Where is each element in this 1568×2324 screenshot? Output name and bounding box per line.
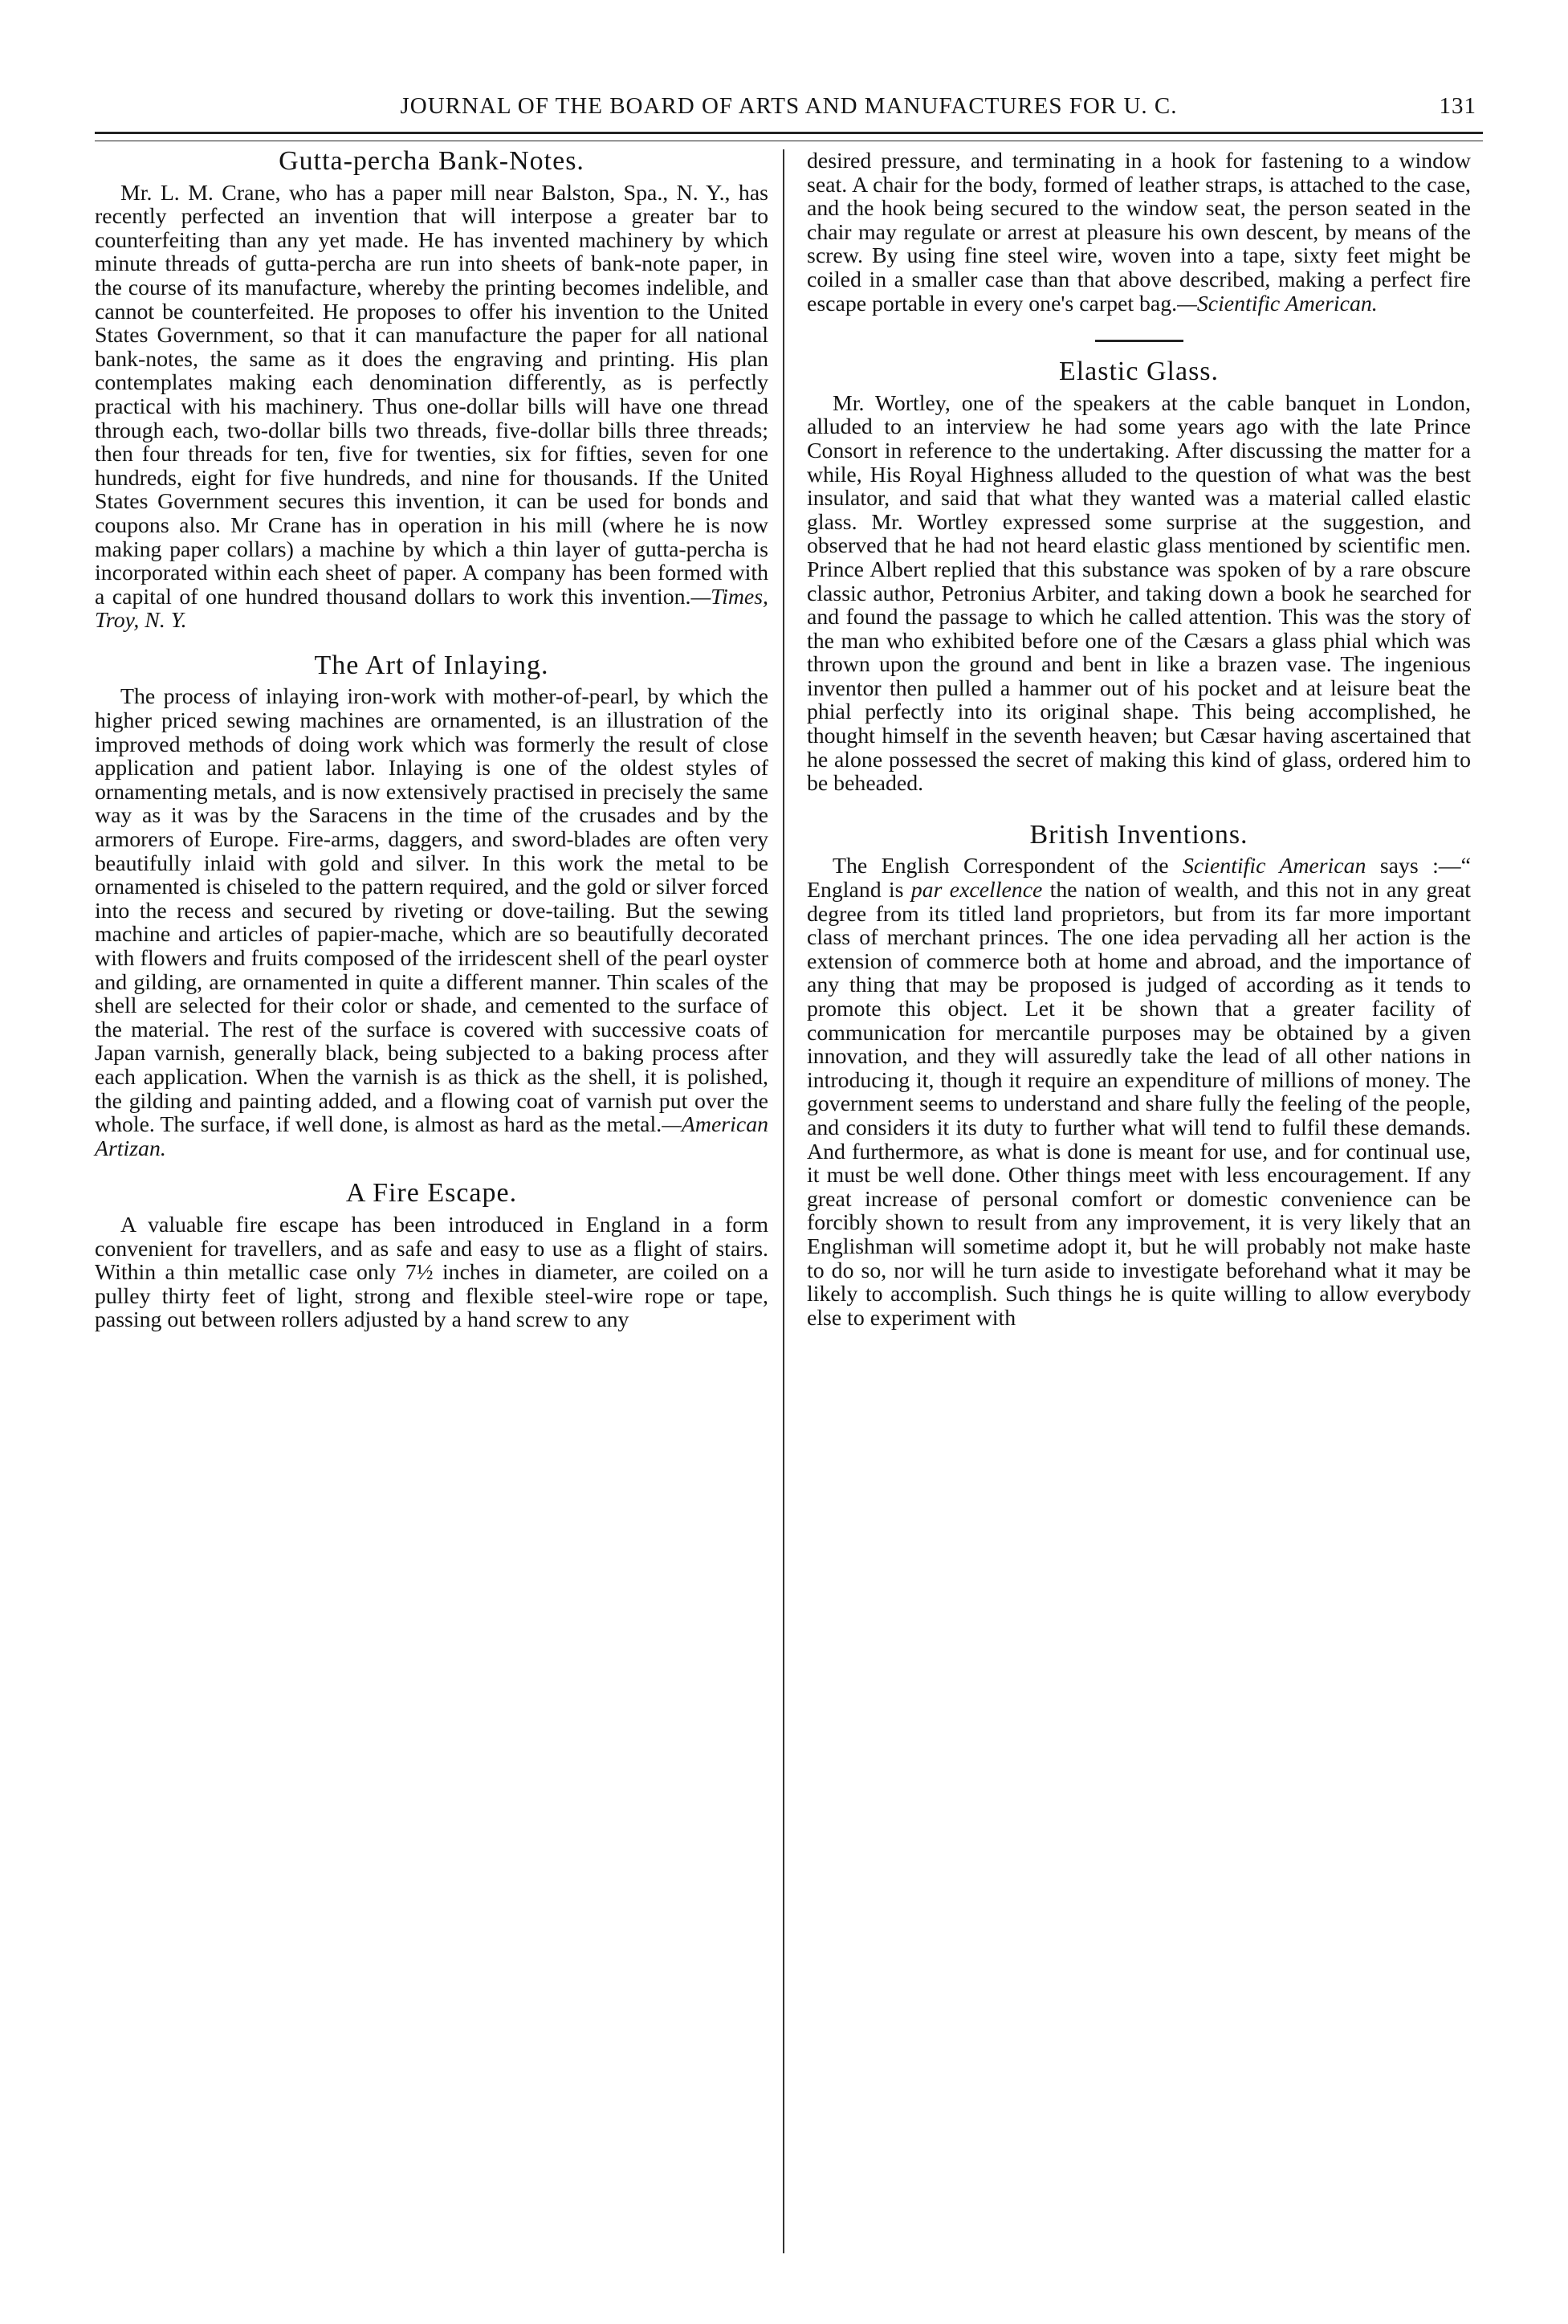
article-body-gutta-percha (95, 181, 768, 633)
article-title-elastic-glass: Elastic Glass. (1058, 357, 1220, 387)
gutta-source: —Times, Troy, N. Y. (95, 584, 768, 634)
british-body-text: the nation of wealth, and this not in any great degree from its titled land proprietors, but from its far more important class of merchant princes. The one idea pervading all her action is the extension of commerce both at home and abroad, and the importance of any thing that may be proposed is judged of according as it tends to promote this object. Let it be shown that a greater facility of communication for mercantile purposes may be obtained by a given innovation, and they will assuredly take the lead of all other nations in introducing it, though it require an expenditure of millions of money. The government seems to understand and share fully the feeling of the people, and considers it its duty to further what will tend to fulfil these demands. And furthermore, as what is done is meant for use, and for continual use, it must be well done. Other things meet with less encouragement. If any great increase of personal comfort or domestic convenience can be forcibly shown to result from any improvement, it is very likely that an Englishman will sometime adopt it, but he will probably not make haste to do so, nor will he turn aside to investigate beforehand what it may be likely to accomplish. Such things he is quite willing to allow everybody else to experiment with (807, 878, 1472, 1331)
article-title-british-inventions: British Inventions. (1029, 819, 1248, 850)
section-gap (807, 796, 1471, 802)
inlaying-body-text: The process of inlaying iron-work with mother-of-pearl, by which the higher priced sewing machines are ornamented, is an illustration of the improved methods of doing work which was formerly the result of close application and patient labor. Inlaying is one of the oldest styles of ornamenting metals, and is now extensively practised in precisely the same way as it was by the Saracens in the time of the crusades and by the armorers of Europe. Fire-arms, daggers, and sword-blades are often very beautifully inlaid with gold and silver. In this work the metal to be ornamented is chiseled to the pattern required, and the gold or silver forced into the recess and secured by riveting or dove-tailing. But the sewing machine and articles of papier-mache, which are so beautifully decorated with flowers and fruits composed of the irridescent shell of the pearl oyster and gilding, are ornamented in quite a different manner. Thin scales of the shell are selected for their color or shade, and cemented to the surface of the material. The rest of the surface is covered with successive coats of Japan varnish, generally black, being subjected to a baking process after each application. When the varnish is as thick as the shell, it is polished, the gilding and painting added, and a flowing coat of varnish put over the whole. The surface, if well done, is almost as hard as the metal. (95, 684, 768, 1138)
article-body-british-inventions (807, 854, 1471, 1330)
running-head (95, 77, 1483, 127)
british-lead-says: says :—“ England is (807, 854, 1471, 903)
header-rule (95, 132, 1483, 141)
article-body-inlaying (95, 685, 768, 1160)
inlaying-source: —American Artizan. (95, 1112, 768, 1161)
fire-escape-continued-text: desired pressure, and terminating in a hook for fastening to a window seat. A chair for the body, formed of leather straps, is attached to the case, and the hook being secured to the window seat, the person seated in the chair may regulate or arrest at pleasure his own descent, by means of the screw. By using fine steel wire, woven into a tape, sixty feet might be coiled in a smaller case than that above described, making a perfect fire escape portable in every one's carpet bag. (807, 149, 1471, 316)
section-gap (807, 802, 1471, 809)
right-column (784, 149, 1471, 2253)
british-lead-phrase: par excellence (910, 878, 1043, 903)
article-body-fire-escape: A valuable fire escape has been introduced in England in a form convenient for travellers, and as safe and easy to use as a flight of stairs. Within a thin metallic case only 7½ inches in diameter, are coiled on a pulley thirty feet of light, strong and flexible steel-wire rope or tape, passing out between rollers adjusted by a hand screw to any (95, 1212, 768, 1333)
section-gap (95, 1160, 768, 1167)
two-column-body (95, 146, 1483, 2253)
article-body-elastic-glass: Mr. Wortley, one of the speakers at the cable banquet in London, alluded to an interview he had some years ago with the late Prince Consort in reference to the undertaking. After discussing the matter for a while, His Royal Highness alluded to the question of what was the best insulator, and said that what they wanted was a material called elastic glass. Mr. Wortley expressed some surprise at the suggestion, and observed that he had not heard elastic glass mentioned by scientific men. Prince Albert replied that this substance was spoken of by a rare obscure classic author, Petronius Arbiter, and taking down a book he searched for and found the passage to which he called attention. This was the story of the man who exhibited before one of the Cæsars a glass phial which was thrown upon the ground and bent in like a brazen vase. The ingenious inventor then pulled a hammer out of his pocket and at leisure beat the phial perfectly into its original shape. This being accomplished, he thought himself in the seventh heaven; but Cæsar having ascertained that he alone possessed the secret of making this kind of glass, ordered him to be beheaded. (807, 390, 1471, 797)
running-title: JOURNAL OF THE BOARD OF ARTS AND MANUFACTURES FOR U. C. (400, 93, 1178, 119)
article-title-gutta-percha: Gutta-percha Bank-Notes. (279, 146, 584, 176)
british-lead: The English Correspondent of the (833, 854, 1169, 879)
article-body-fire-escape-continued (807, 149, 1471, 316)
fire-escape-source: —Scientific American. (1177, 291, 1378, 316)
british-lead-publication: Scientific American (1183, 854, 1366, 879)
gutta-body-text: Mr. L. M. Crane, who has a paper mill near Balston, Spa., N. Y., has recently perfected an invention that will interpose a greater bar to counterfeiting than any yet made. He has invented machinery by which minute threads of gutta-percha are run into sheets of bank-note paper, in the course of its manufacture, whereby the printing becomes indelible, and cannot be counterfeited. He proposes to offer his invention to the United States Government, so that it can manufacture the paper for all national bank-notes, the same as it does the engraving and printing. His plan contemplates making each denomination differently, as is perfectly practical with his machinery. Thus one-dollar bills will have one thread through each, two-dollar bills two threads, five-dollar bills three threads; then four threads for ten, five for twenties, six for fifties, seven for one hundreds, eight for five hundreds, and nine for thousands. If the United States Government secures this invention, it can be used for bonds and coupons also. Mr Crane has in operation in his mill (where he is now making paper collars) a machine by which a thin layer of gutta-percha is incorporated within each sheet of paper. A company has been formed with a capital of one hundred thousand dollars to work this invention. (95, 180, 768, 610)
article-title-inlaying: The Art of Inlaying. (314, 650, 549, 680)
section-gap (95, 633, 768, 639)
page-number: 131 (1439, 93, 1476, 119)
left-column (95, 146, 781, 2253)
article-title-fire-escape: A Fire Escape. (345, 1178, 518, 1209)
section-rule (1095, 340, 1183, 342)
